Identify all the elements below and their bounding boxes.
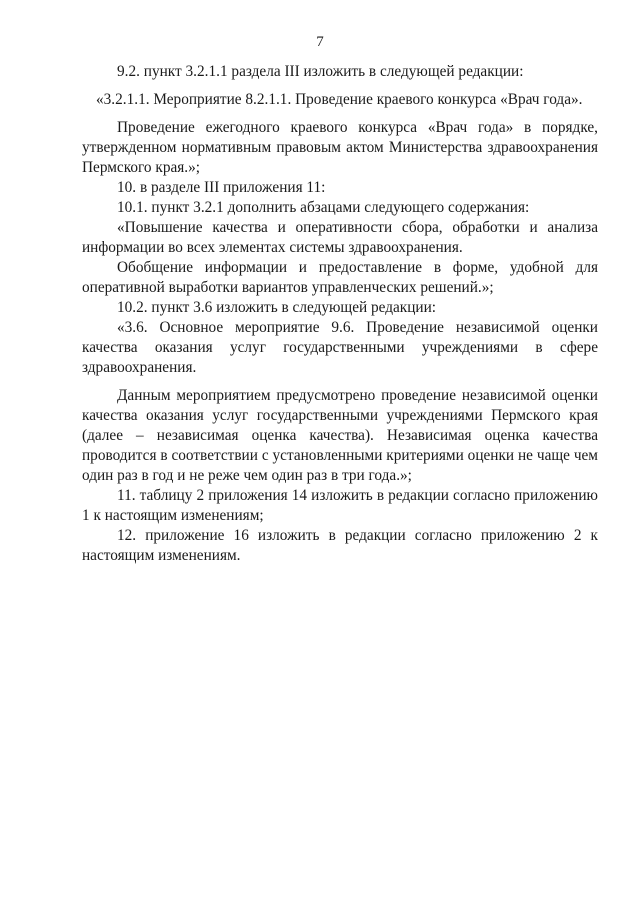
paragraph-item-10-2: 10.2. пункт 3.6 изложить в следующей редакции:	[117, 299, 437, 316]
paragraph-item-12: 12. приложение 16 изложить в редакции согласно приложению 2 к настоящим изменениям.	[82, 527, 598, 564]
paragraph-main-measure-3-6: «3.6. Основное мероприятие 9.6. Проведение независимой оценки качества оказания услуг государственными учреждениями в сфере здравоохранения.	[82, 319, 598, 376]
paragraph-item-10: 10. в разделе III приложения 11:	[117, 179, 326, 196]
page-number: 7	[316, 34, 324, 50]
paragraph-item-10-1: 10.1. пункт 3.2.1 дополнить абзацами следующего содержания:	[117, 199, 530, 216]
paragraph-quality-improvement: «Повышение качества и оперативности сбора, обработки и анализа информации во всех элементах системы здравоохранения.	[82, 219, 598, 256]
paragraph-item-11: 11. таблицу 2 приложения 14 изложить в редакции согласно приложению 1 к настоящим изменениям;	[82, 487, 598, 524]
paragraph-measure-3-2-1-1: «3.2.1.1. Мероприятие 8.2.1.1. Проведение краевого конкурса «Врач года».	[96, 91, 583, 108]
paragraph-independent-assessment: Данным мероприятием предусмотрено проведение независимой оценки качества оказания услуг государственными учреждениями Пермского края (далее – независимая оценка качества). Независимая оценка качества проводится в соответствии с установленными критериями оценки не чаще чем один раз в год и не реже чем один раз в три года.»;	[82, 387, 598, 484]
paragraph-doctor-of-year-contest: Проведение ежегодного краевого конкурса «Врач года» в порядке, утвержденном нормативным правовым актом Министерства здравоохранения Пермского края.»;	[82, 119, 598, 176]
paragraph-information-summary: Обобщение информации и предоставление в форме, удобной для оперативной выработки вариантов управленческих решений.»;	[82, 259, 598, 296]
document-body	[82, 62, 598, 566]
paragraph-item-9-2: 9.2. пункт 3.2.1.1 раздела III изложить в следующей редакции:	[117, 63, 524, 80]
